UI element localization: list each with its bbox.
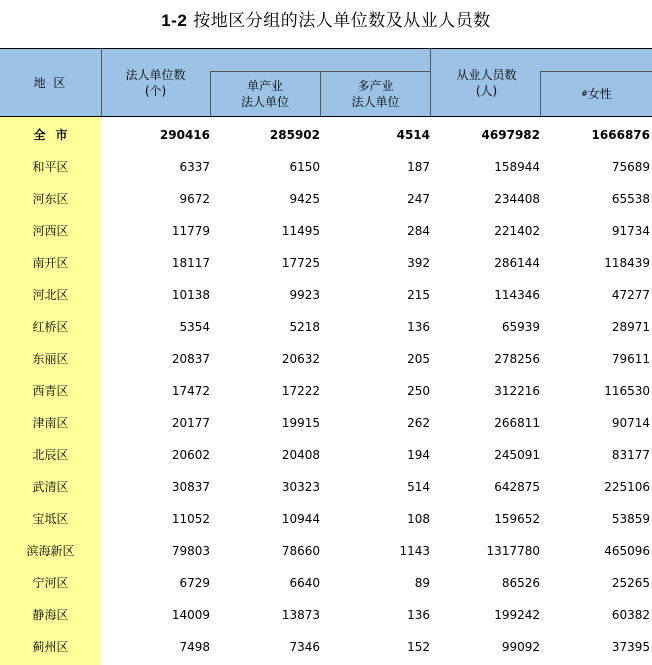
- region-name: 全市: [33, 128, 78, 142]
- header-units-unit: (个): [144, 84, 167, 98]
- multi-value: 136: [407, 608, 430, 622]
- female-value: 75689: [611, 160, 650, 174]
- female-value: 60382: [611, 608, 650, 622]
- header-subrule-right: [540, 71, 652, 72]
- units-value: 18117: [171, 256, 210, 270]
- units-value: 6729: [179, 576, 210, 590]
- employees-value: 4697982: [481, 128, 540, 142]
- female-value: 91734: [611, 224, 650, 238]
- employees-value: 266811: [494, 416, 540, 430]
- units-value: 11779: [171, 224, 210, 238]
- region-name: 河西区: [32, 224, 69, 238]
- region-name: 河北区: [32, 288, 69, 302]
- region-name: 蓟州区: [32, 640, 69, 654]
- table-row: [0, 599, 652, 631]
- single-value: 17725: [281, 256, 320, 270]
- table-title: [0, 6, 652, 30]
- single-value: 78660: [281, 544, 320, 558]
- single-value: 6150: [289, 160, 320, 174]
- table-row: [0, 471, 652, 503]
- region-name: 红桥区: [32, 320, 69, 334]
- header-divider-5: [540, 71, 541, 117]
- employees-value: 99092: [501, 640, 540, 654]
- region-name: 武清区: [32, 480, 69, 494]
- header-single-label1: 单产业: [246, 79, 283, 93]
- multi-value: 215: [407, 288, 430, 302]
- female-value: 90714: [611, 416, 650, 430]
- header-divider-3: [320, 71, 321, 117]
- units-value: 17472: [171, 384, 210, 398]
- units-value: 30837: [171, 480, 210, 494]
- female-value: 65538: [611, 192, 650, 206]
- employees-value: 65939: [501, 320, 540, 334]
- table-row-total: [0, 119, 652, 151]
- units-value: 9672: [179, 192, 210, 206]
- table-row: [0, 343, 652, 375]
- region-name: 宝坻区: [32, 512, 69, 526]
- female-value: 79611: [611, 352, 650, 366]
- employees-value: 234408: [494, 192, 540, 206]
- multi-value: 194: [407, 448, 430, 462]
- table-row: [0, 567, 652, 599]
- multi-value: 392: [407, 256, 430, 270]
- employees-value: 642875: [494, 480, 540, 494]
- region-name: 津南区: [32, 416, 69, 430]
- multi-value: 152: [407, 640, 430, 654]
- female-value: 225106: [604, 480, 650, 494]
- header-divider-4: [430, 48, 431, 117]
- header-divider-2: [210, 71, 211, 117]
- header-multi-label2: 法人单位: [351, 95, 400, 109]
- table-row: [0, 183, 652, 215]
- single-value: 285902: [269, 128, 320, 142]
- header-employees-unit: (人): [475, 84, 498, 98]
- employees-value: 114346: [494, 288, 540, 302]
- header-units-top-right: [210, 49, 430, 71]
- single-value: 19915: [281, 416, 320, 430]
- multi-value: 89: [414, 576, 430, 590]
- region-name: 滨海新区: [26, 544, 75, 558]
- header-multi: [321, 72, 430, 116]
- region-name: 西青区: [32, 384, 69, 398]
- region-name: 南开区: [32, 256, 69, 270]
- header-region-label: 地 区: [33, 75, 68, 90]
- region-name: 东丽区: [32, 352, 69, 366]
- single-value: 17222: [281, 384, 320, 398]
- region-name: 北辰区: [32, 448, 69, 462]
- header-single-label2: 法人单位: [240, 95, 289, 109]
- table-row: [0, 439, 652, 471]
- multi-value: 187: [407, 160, 430, 174]
- female-value: 37395: [611, 640, 650, 654]
- single-value: 11495: [281, 224, 320, 238]
- multi-value: 205: [407, 352, 430, 366]
- region-name: 宁河区: [32, 576, 69, 590]
- female-note-mark: #: [581, 89, 588, 98]
- female-value: 118439: [604, 256, 650, 270]
- employees-value: 158944: [494, 160, 540, 174]
- table-row: [0, 215, 652, 247]
- units-value: 5354: [179, 320, 210, 334]
- units-value: 7498: [179, 640, 210, 654]
- table-title-text: 按地区分组的法人单位数及从业人员数: [193, 11, 491, 31]
- employees-value: 312216: [494, 384, 540, 398]
- header-single: [210, 72, 320, 116]
- single-value: 7346: [289, 640, 320, 654]
- female-value: 1666876: [591, 128, 650, 142]
- table-number: 1-2: [161, 11, 188, 30]
- multi-value: 247: [407, 192, 430, 206]
- employees-value: 86526: [501, 576, 540, 590]
- multi-value: 250: [407, 384, 430, 398]
- employees-value: 1317780: [486, 544, 540, 558]
- table-row: [0, 247, 652, 279]
- female-value: 53859: [611, 512, 650, 526]
- units-value: 6337: [179, 160, 210, 174]
- single-value: 10944: [281, 512, 320, 526]
- multi-value: 4514: [396, 128, 430, 142]
- header-units: [101, 49, 210, 116]
- header-multi-label1: 多产业: [357, 79, 394, 93]
- employees-value: 286144: [494, 256, 540, 270]
- single-value: 20632: [281, 352, 320, 366]
- female-value: 83177: [611, 448, 650, 462]
- units-value: 10138: [171, 288, 210, 302]
- units-value: 290416: [159, 128, 210, 142]
- header-employees-label: 从业人员数: [456, 68, 517, 82]
- female-value: 28971: [611, 320, 650, 334]
- female-value: 465096: [604, 544, 650, 558]
- header-female: [541, 72, 652, 116]
- table-row: [0, 279, 652, 311]
- units-value: 20837: [171, 352, 210, 366]
- region-name: 河东区: [32, 192, 69, 206]
- table-row: [0, 503, 652, 535]
- region-name: 和平区: [32, 160, 69, 174]
- units-value: 20177: [171, 416, 210, 430]
- employees-value: 159652: [494, 512, 540, 526]
- multi-value: 284: [407, 224, 430, 238]
- header-divider-1: [101, 48, 102, 117]
- multi-value: 136: [407, 320, 430, 334]
- female-value: 116530: [604, 384, 650, 398]
- multi-value: 1143: [399, 544, 430, 558]
- employees-value: 278256: [494, 352, 540, 366]
- single-value: 9425: [289, 192, 320, 206]
- table-row: [0, 407, 652, 439]
- table-row: [0, 311, 652, 343]
- header-units-label: 法人单位数: [125, 68, 186, 82]
- multi-value: 514: [407, 480, 430, 494]
- employees-value: 199242: [494, 608, 540, 622]
- header-female-label: 女性: [587, 87, 612, 101]
- units-value: 14009: [171, 608, 210, 622]
- table-row: [0, 151, 652, 183]
- units-value: 79803: [171, 544, 210, 558]
- table-row: [0, 375, 652, 407]
- table-row: [0, 535, 652, 567]
- female-value: 25265: [611, 576, 650, 590]
- single-value: 5218: [289, 320, 320, 334]
- employees-value: 245091: [494, 448, 540, 462]
- female-value: 47277: [611, 288, 650, 302]
- single-value: 6640: [289, 576, 320, 590]
- header-subrule-left: [210, 71, 430, 72]
- single-value: 30323: [281, 480, 320, 494]
- units-value: 20602: [171, 448, 210, 462]
- single-value: 9923: [289, 288, 320, 302]
- multi-value: 262: [407, 416, 430, 430]
- multi-value: 108: [407, 512, 430, 526]
- units-value: 11052: [171, 512, 210, 526]
- single-value: 13873: [281, 608, 320, 622]
- table-row: [0, 631, 652, 663]
- employees-value: 221402: [494, 224, 540, 238]
- header-region: [0, 49, 101, 116]
- single-value: 20408: [281, 448, 320, 462]
- region-name: 静海区: [32, 608, 69, 622]
